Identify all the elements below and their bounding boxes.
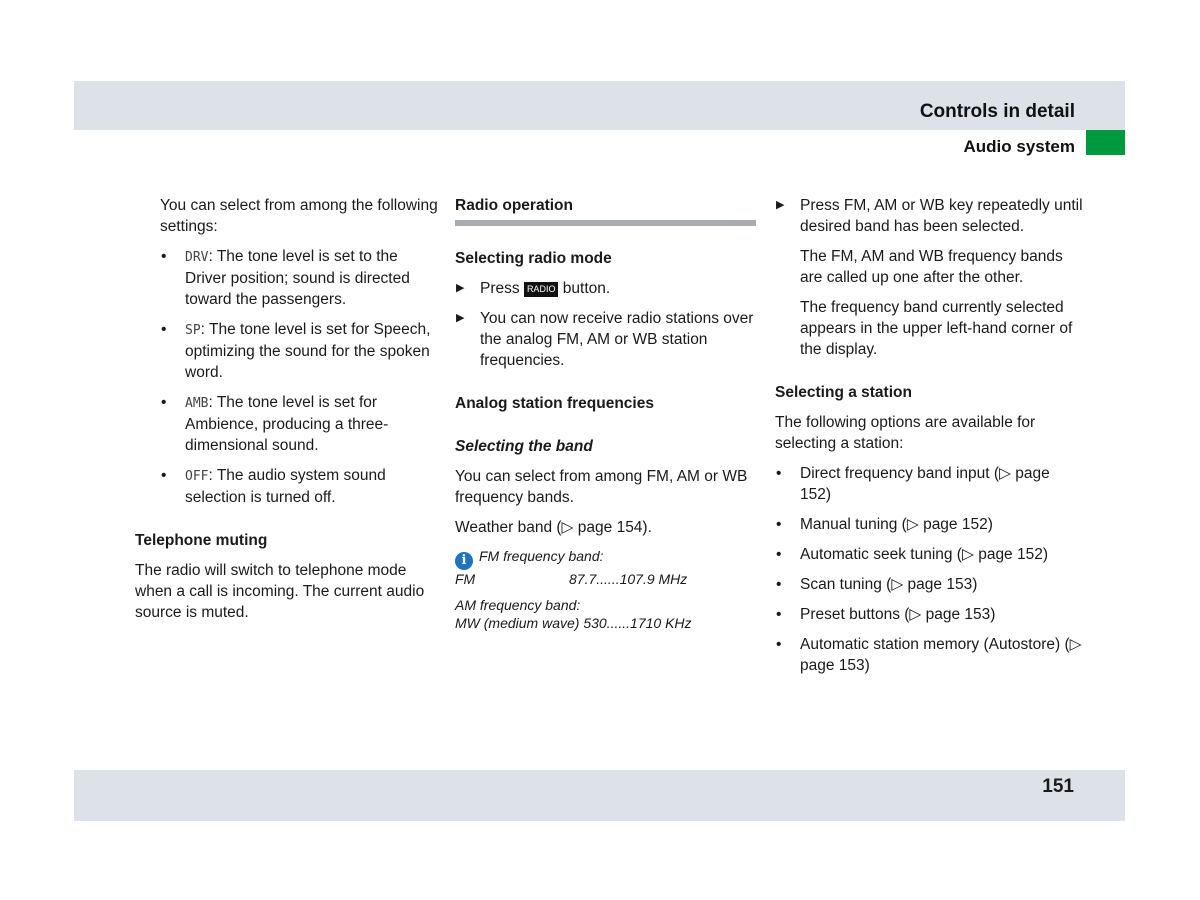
setting-code: AMB <box>185 396 209 411</box>
section-tab-marker <box>1086 130 1125 155</box>
column-middle <box>455 195 756 633</box>
list-item: • Manual tuning (▷ page 152) <box>775 514 1085 535</box>
list-item: • Direct frequency band input (▷ page 152) <box>775 463 1085 505</box>
list-item <box>160 246 440 310</box>
am-range: MW (medium wave) 530......1710 KHz <box>455 615 692 631</box>
band-text: You can select from among FM, AM or WB frequency bands. <box>455 468 748 506</box>
fm-label-line <box>455 547 756 570</box>
list-item <box>455 278 756 299</box>
step-press-suffix: button. <box>562 280 611 297</box>
weather-band-text: Weather band (▷ page 154). <box>455 519 652 536</box>
selecting-station-heading: Selecting a station <box>775 384 912 401</box>
setting-text: : The audio system sound selection is turned off. <box>185 467 386 506</box>
list-item: • Automatic station memory (Autostore) (▷ page 153) <box>775 634 1085 676</box>
band-info-2: The frequency band currently selected appears in the upper left-hand corner of the display. <box>800 299 1073 358</box>
settings-list <box>160 246 440 508</box>
list-item <box>160 392 440 456</box>
frequency-note <box>455 547 756 633</box>
radio-operation-heading: Radio operation <box>455 195 756 226</box>
info-icon: i <box>455 552 473 570</box>
setting-code: OFF <box>185 469 209 484</box>
page-number: 151 <box>1042 776 1074 797</box>
fm-name: FM <box>455 571 476 587</box>
list-item <box>160 319 440 383</box>
column-left <box>135 195 440 632</box>
list-item <box>160 465 440 508</box>
setting-text: : The tone level is set to the Driver position; sound is directed toward the passengers. <box>185 248 410 308</box>
fm-label: FM frequency band: <box>479 548 604 564</box>
list-item: • Scan tuning (▷ page 153) <box>775 574 1085 595</box>
step-press-band: Press FM, AM or WB key repeatedly until desired band has been selected. <box>800 197 1083 235</box>
fm-range-line <box>455 570 756 589</box>
analog-frequencies-heading: Analog station frequencies <box>455 395 654 412</box>
footer-band <box>74 770 1125 821</box>
fm-range: 87.7......107.9 MHz <box>569 571 688 587</box>
list-item: • Automatic seek tuning (▷ page 152) <box>775 544 1085 565</box>
station-intro: The following options are available for selecting a station: <box>775 414 1036 452</box>
chapter-title: Controls in detail <box>919 101 1075 122</box>
telephone-muting-heading: Telephone muting <box>135 532 268 549</box>
list-item <box>775 195 1085 237</box>
radio-mode-steps <box>455 278 756 371</box>
am-label: AM frequency band: <box>455 596 581 613</box>
setting-code: SP <box>185 323 201 338</box>
settings-intro: You can select from among the following settings: <box>160 197 438 235</box>
station-options-list <box>775 463 1085 676</box>
step-press-prefix: Press <box>480 280 520 297</box>
list-item: • Preset buttons (▷ page 153) <box>775 604 1085 625</box>
band-info-1: The FM, AM and WB frequency bands are called up one after the other. <box>800 248 1063 286</box>
selecting-radio-mode-heading: Selecting radio mode <box>455 250 612 267</box>
setting-text: : The tone level is set for Speech, optimizing the sound for the spoken word. <box>185 321 431 381</box>
list-item <box>455 308 756 371</box>
radio-key-icon: RADIO <box>524 282 559 297</box>
setting-text: : The tone level is set for Ambience, producing a three-dimensional sound. <box>185 394 389 454</box>
selecting-band-heading: Selecting the band <box>455 438 593 455</box>
telephone-muting-text: The radio will switch to telephone mode when a call is incoming. The current audio source is muted. <box>135 562 425 621</box>
band-select-steps <box>775 195 1085 237</box>
setting-code: DRV <box>185 250 209 265</box>
column-right <box>775 195 1085 685</box>
step-receive: You can now receive radio stations over the analog FM, AM or WB station frequencies. <box>480 310 754 369</box>
section-title: Audio system <box>963 137 1075 156</box>
